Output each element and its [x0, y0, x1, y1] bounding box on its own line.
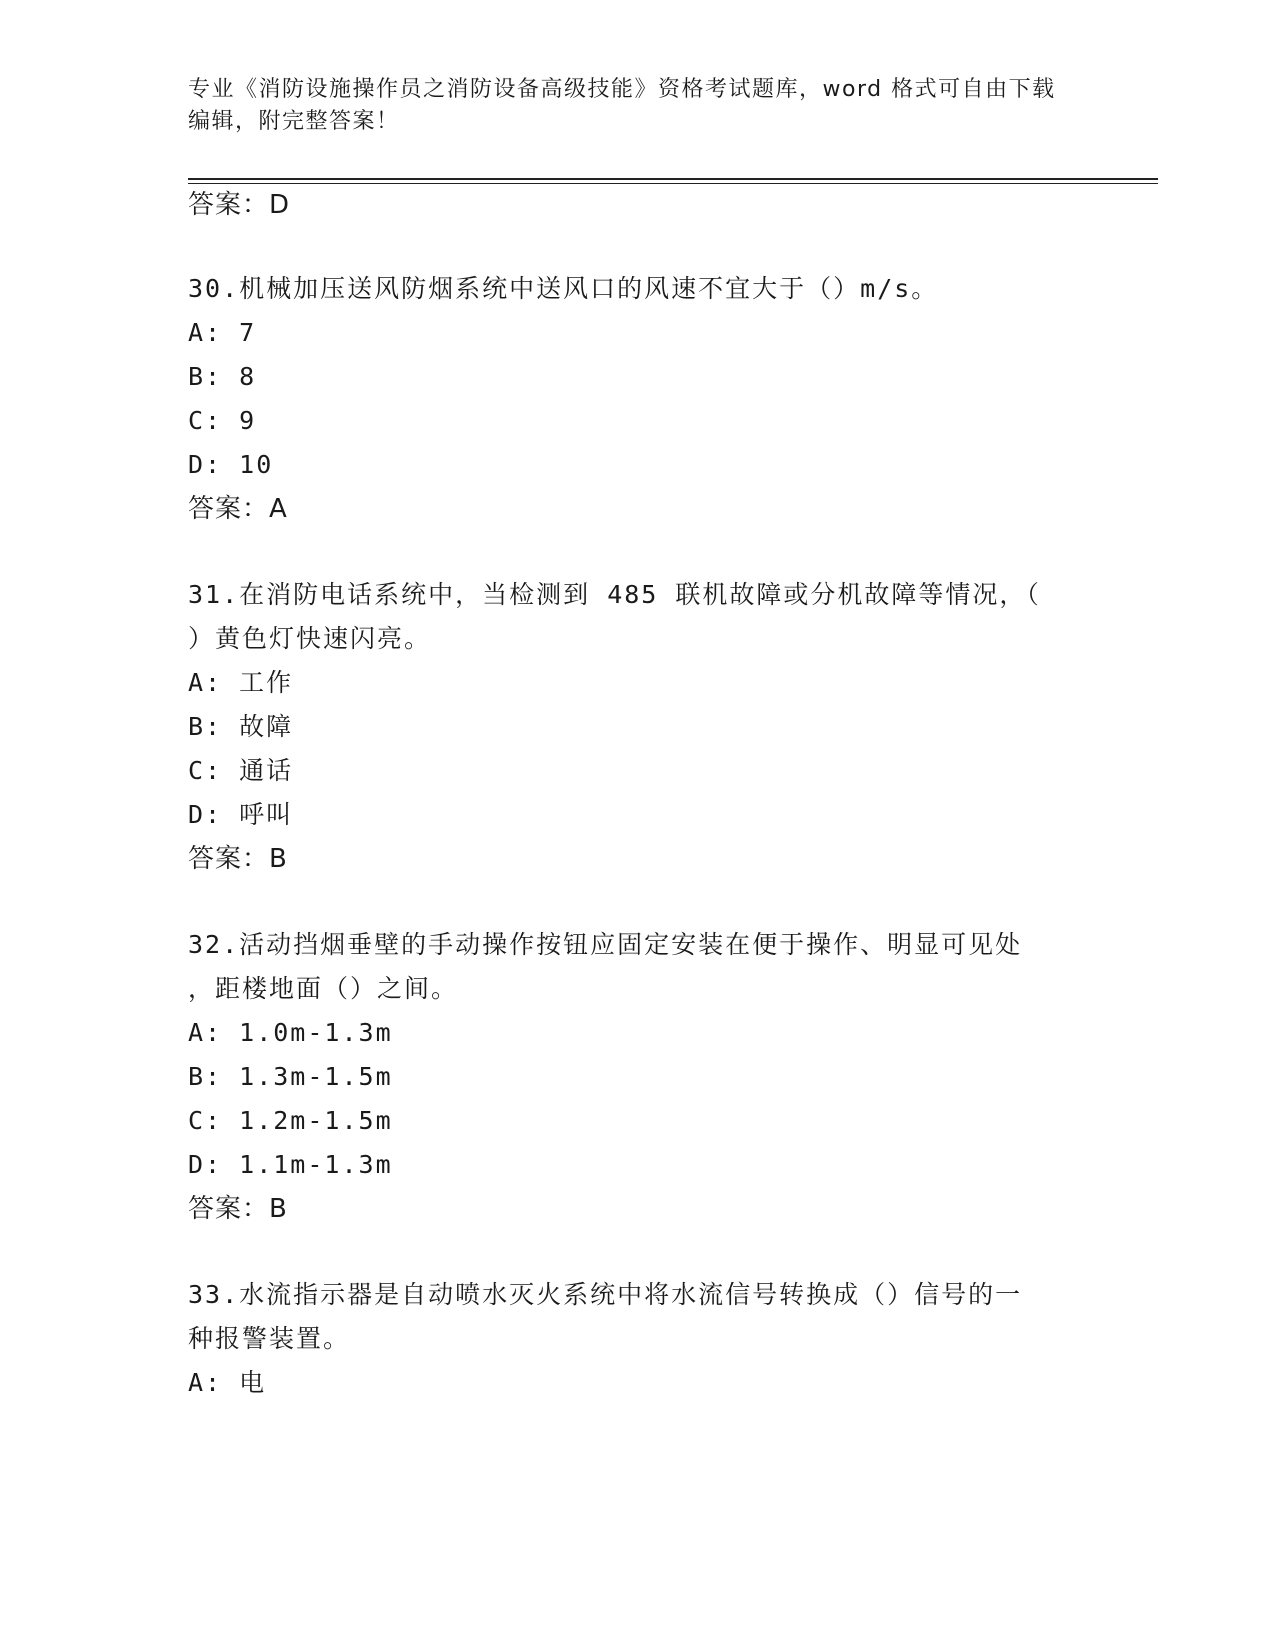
- header-divider-thin: [188, 183, 1158, 184]
- question-33-text-line-2: 种报警装置。: [188, 1324, 351, 1353]
- question-30-option-a: A: 7: [188, 318, 257, 347]
- question-32-option-a: A: 1.0m-1.3m: [188, 1018, 393, 1047]
- question-31-option-d: D: 呼叫: [188, 800, 294, 829]
- page-header: 专业《消防设施操作员之消防设备高级技能》资格考试题库，word 格式可自由下载编辑，附完整答案！: [188, 77, 1056, 134]
- question-31-answer: 答案：B: [188, 844, 288, 874]
- question-32-option-b: B: 1.3m-1.5m: [188, 1062, 393, 1091]
- header-divider: [188, 178, 1158, 180]
- question-30-answer: 答案：A: [188, 494, 288, 524]
- question-33-text-line-1: 33.水流指示器是自动喷水灭火系统中将水流信号转换成（）信号的一: [188, 1280, 1023, 1309]
- question-31-text-line-1: 31.在消防电话系统中，当检测到 485 联机故障或分机故障等情况，（: [188, 580, 1041, 609]
- question-30-text: 30.机械加压送风防烟系统中送风口的风速不宜大于（）m/s。: [188, 274, 939, 303]
- question-30-option-d: D: 10: [188, 450, 274, 479]
- question-31-option-b: B: 故障: [188, 712, 294, 741]
- question-30-option-c: C: 9: [188, 406, 257, 435]
- question-32-option-d: D: 1.1m-1.3m: [188, 1150, 393, 1179]
- question-33-option-a: A: 电: [188, 1368, 267, 1397]
- previous-answer: 答案：D: [188, 190, 291, 220]
- question-32-answer: 答案：B: [188, 1194, 288, 1224]
- question-31-text-line-2: ）黄色灯快速闪亮。: [188, 624, 432, 653]
- question-30-option-b: B: 8: [188, 362, 257, 391]
- question-31-option-c: C: 通话: [188, 756, 294, 785]
- question-32-text-line-1: 32.活动挡烟垂壁的手动操作按钮应固定安装在便于操作、明显可见处: [188, 930, 1023, 959]
- question-32-option-c: C: 1.2m-1.5m: [188, 1106, 393, 1135]
- question-32-text-line-2: ，距楼地面（）之间。: [188, 974, 459, 1003]
- question-31-option-a: A: 工作: [188, 668, 294, 697]
